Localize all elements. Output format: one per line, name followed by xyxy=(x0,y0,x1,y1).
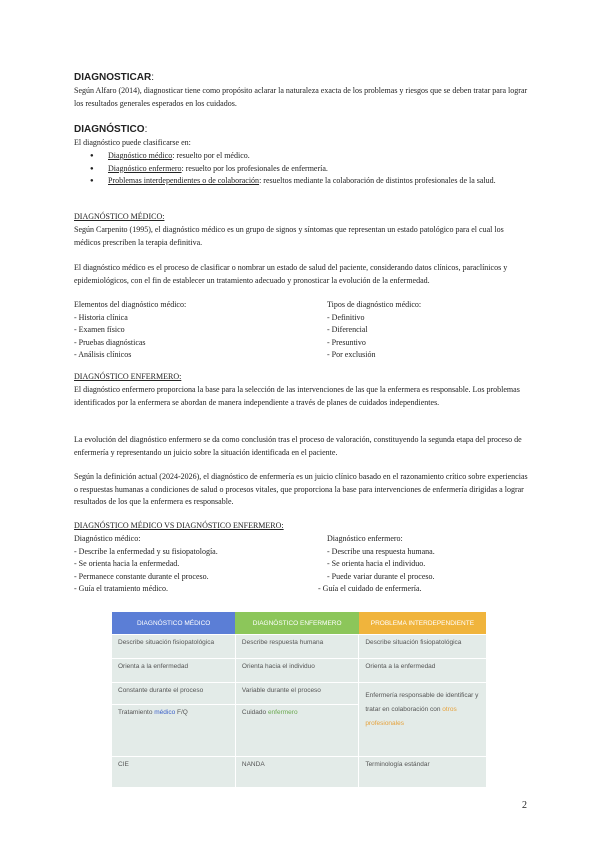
table-cell: NANDA xyxy=(235,757,358,787)
list-item: - Describe la enfermedad y su fisiopatología. xyxy=(74,546,218,556)
header-diagnostico-enfermero: DIAGNÓSTICO ENFERMERO xyxy=(235,612,358,635)
list-item: - Análisis clínicos xyxy=(74,350,132,359)
table-cell: Orienta hacia el individuo xyxy=(235,659,358,683)
list-item: - Se orienta hacia el individuo. xyxy=(327,559,426,568)
table-row xyxy=(112,659,486,683)
table-cell: Cuidado enfermero xyxy=(235,705,358,757)
table-cell: Terminología estándar xyxy=(359,757,486,787)
paragraph-diagnosticar: Según Alfaro (2014), diagnosticar tiene como propósito aclarar la naturaleza exacta de los problemas y riesgos que se deben tratar para lograr los resultados generales esperados en los cuidados. xyxy=(74,86,528,108)
paragraph-enfermero-1: El diagnóstico enfermero proporciona la base para la selección de las intervenciones de las que la enfermera es responsable. Los problemas identificados por la enfermera se abordan de manera independiente a través de planes de cuidados independientes. xyxy=(74,385,520,407)
list-item: ● Diagnóstico enfermero: resuelto por los profesionales de enfermería. xyxy=(90,163,530,176)
table-cell: Tratamiento médico F/Q xyxy=(112,705,235,757)
table-cell: Variable durante el proceso xyxy=(235,683,358,705)
heading-diagnostico: DIAGNÓSTICO: xyxy=(74,124,148,135)
table-cell-merged: Enfermería responsable de identificar y tratar en colaboración con otros profesionales xyxy=(359,683,486,757)
paragraph-medico-2: El diagnóstico médico es el proceso de clasificar o nombrar un estado de salud del paciente, considerando datos clínicos, paraclínicos y epidemiológicos, con el fin de establecer un tratamiento adecuado y pronosticar la evolución de la enfermedad. xyxy=(74,263,508,285)
list-item: - Pruebas diagnósticas xyxy=(74,337,146,347)
table-cell: Orienta a la enfermedad xyxy=(359,659,486,683)
table-cell: CIE xyxy=(112,757,235,787)
comparison-table xyxy=(112,612,486,787)
table-row xyxy=(112,683,486,705)
heading-diagnostico-medico: DIAGNÓSTICO MÉDICO: xyxy=(74,212,165,221)
heading-diagnostico-enfermero: DIAGNÓSTICO ENFERMERO: xyxy=(74,372,182,381)
list-item: - Describe una respuesta humana. xyxy=(327,546,435,556)
heading-medico-vs-enfermero: DIAGNÓSTICO MÉDICO VS DIAGNÓSTICO ENFERMERO: xyxy=(74,521,284,530)
list-item: - Puede variar durante el proceso. xyxy=(327,571,435,581)
list-item: - Guía el tratamiento médico. xyxy=(74,584,168,593)
list-item: - Por exclusión xyxy=(327,350,376,359)
table-cell: Orienta a la enfermedad xyxy=(112,659,235,683)
paragraph-enfermero-3: Según la definición actual (2024-2026), el diagnóstico de enfermería es un juicio clínico basado en el razonamiento crítico sobre experiencias o respuestas humanas a condiciones de salud o procesos vitales, que proporciona la base para intervenciones de enfermería dirigidas a lograr resultados de los que la enfermera es responsable. xyxy=(74,472,528,506)
paragraph-enfermero-2: La evolución del diagnóstico enfermero se da como conclusión tras el proceso de valoración, constituyendo la segunda etapa del proceso de enfermería y representando un juicio sobre la situación identificada en el paciente. xyxy=(74,435,522,457)
list-item: - Definitivo xyxy=(327,312,365,322)
list-item: ● Problemas interdependientes o de colaboración: resueltos mediante la colaboración de distintos profesionales de la salud. xyxy=(90,175,530,188)
table-cell: Describe situación fisiopatológica xyxy=(359,635,486,659)
enfermero-vs-list: Diagnóstico enfermero: - Describe una respuesta humana. - Se orienta hacia el individuo. - Puede variar durante el proceso. xyxy=(327,533,435,583)
diagnostico-types-list xyxy=(90,150,530,188)
table-row xyxy=(112,757,486,787)
list-item: - Presuntivo xyxy=(327,337,366,347)
table-cell: Describe situación fisiopatológica xyxy=(112,635,235,659)
table-cell: Describe respuesta humana xyxy=(235,635,358,659)
table-row xyxy=(112,635,486,659)
table-cell: Constante durante el proceso xyxy=(112,683,235,705)
heading-diagnosticar: DIAGNOSTICAR: xyxy=(74,72,155,83)
list-item: - Historia clínica xyxy=(74,312,128,322)
tipos-list: Tipos de diagnóstico médico: - Definitivo - Diferencial - Presuntivo - Por exclusión xyxy=(327,299,421,362)
table-header-row xyxy=(112,612,486,635)
list-item: - Guía el cuidado de enfermería. xyxy=(318,584,422,593)
list-item: - Diferencial xyxy=(327,325,368,334)
elementos-list: Elementos del diagnóstico médico: - Historia clínica - Examen físico - Pruebas diagnósticas - Análisis clínicos xyxy=(74,299,186,362)
list-item: - Permanece constante durante el proceso. xyxy=(74,571,209,581)
page-number: 2 xyxy=(522,800,527,811)
paragraph-diagnostico-intro: El diagnóstico puede clasificarse en: xyxy=(74,138,191,147)
list-item: - Se orienta hacia la enfermedad. xyxy=(74,559,180,568)
list-item: - Examen físico xyxy=(74,325,125,334)
header-problema-interdependiente: PROBLEMA INTERDEPENDIENTE xyxy=(359,612,486,635)
list-item: ● Diagnóstico médico: resuelto por el médico. xyxy=(90,150,530,163)
header-diagnostico-medico: DIAGNÓSTICO MÉDICO xyxy=(112,612,235,635)
medico-vs-list: Diagnóstico médico: - Describe la enfermedad y su fisiopatología. - Se orienta hacia la enfermedad. - Permanece constante durante el proceso. - Guía el tratamiento médico. xyxy=(74,533,218,596)
paragraph-medico-1: Según Carpenito (1995), el diagnóstico médico es un grupo de signos y síntomas que representan un estado patológico para el cual los médicos prescriben la terapia definitiva. xyxy=(74,225,504,247)
